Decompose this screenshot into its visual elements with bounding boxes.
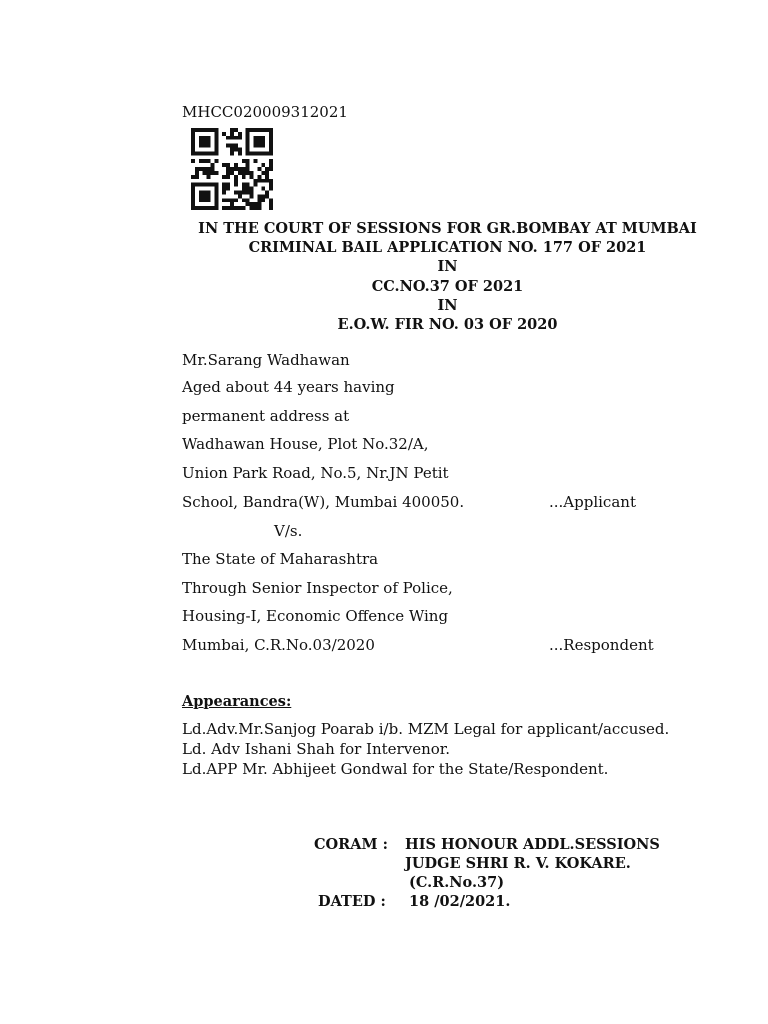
applicant-line: Wadhawan House, Plot No.32/A, bbox=[182, 435, 429, 453]
applicant-line: Aged about 44 years having bbox=[182, 378, 395, 396]
respondent-line: The State of Maharashtra bbox=[182, 550, 379, 568]
coram-line: (C.R.No.37) bbox=[409, 874, 505, 891]
court-name: IN THE COURT OF SESSIONS FOR GR.BOMBAY AT MUMBAI bbox=[198, 220, 697, 237]
coram-line: HIS HONOUR ADDL.SESSIONS bbox=[405, 836, 660, 853]
cnr-number: MHCC020009312021 bbox=[182, 103, 348, 121]
heading-in-2: IN bbox=[437, 296, 458, 314]
respondent-line: Through Senior Inspector of Police, bbox=[182, 579, 453, 597]
coram-label: CORAM : bbox=[314, 836, 388, 853]
application-number: CRIMINAL BAIL APPLICATION NO. 177 OF 2021 bbox=[248, 239, 647, 257]
respondent-role: ...Respondent bbox=[549, 636, 654, 654]
applicant-line: Union Park Road, No.5, Nr.JN Petit bbox=[182, 464, 449, 482]
appearance-line: Ld. Adv Ishani Shah for Intervenor. bbox=[182, 740, 451, 758]
versus-label: V/s. bbox=[274, 522, 303, 540]
respondent-line: Housing-I, Economic Offence Wing bbox=[182, 607, 449, 625]
cc-number: CC.NO.37 OF 2021 bbox=[371, 277, 524, 295]
case-heading bbox=[180, 219, 715, 334]
qr-code-icon bbox=[189, 128, 275, 210]
dated-value: 18 /02/2021. bbox=[409, 893, 511, 910]
applicant-line: School, Bandra(W), Mumbai 400050. bbox=[182, 493, 465, 511]
appearance-line: Ld.APP Mr. Abhijeet Gondwal for the State/Respondent. bbox=[182, 760, 609, 778]
applicant-line: permanent address at bbox=[182, 407, 350, 425]
applicant-role: ...Applicant bbox=[549, 493, 636, 511]
coram-line: JUDGE SHRI R. V. KOKARE. bbox=[405, 855, 631, 872]
appearances-heading: Appearances: bbox=[182, 693, 292, 710]
appearance-line: Ld.Adv.Mr.Sanjog Poarab i/b. MZM Legal for applicant/accused. bbox=[182, 720, 670, 738]
heading-in-1: IN bbox=[437, 258, 458, 276]
applicant-line: Mr.Sarang Wadhawan bbox=[182, 351, 350, 369]
fir-number: E.O.W. FIR NO. 03 OF 2020 bbox=[337, 316, 558, 334]
dated-label: DATED : bbox=[318, 893, 386, 910]
respondent-line: Mumbai, C.R.No.03/2020 bbox=[182, 636, 375, 654]
